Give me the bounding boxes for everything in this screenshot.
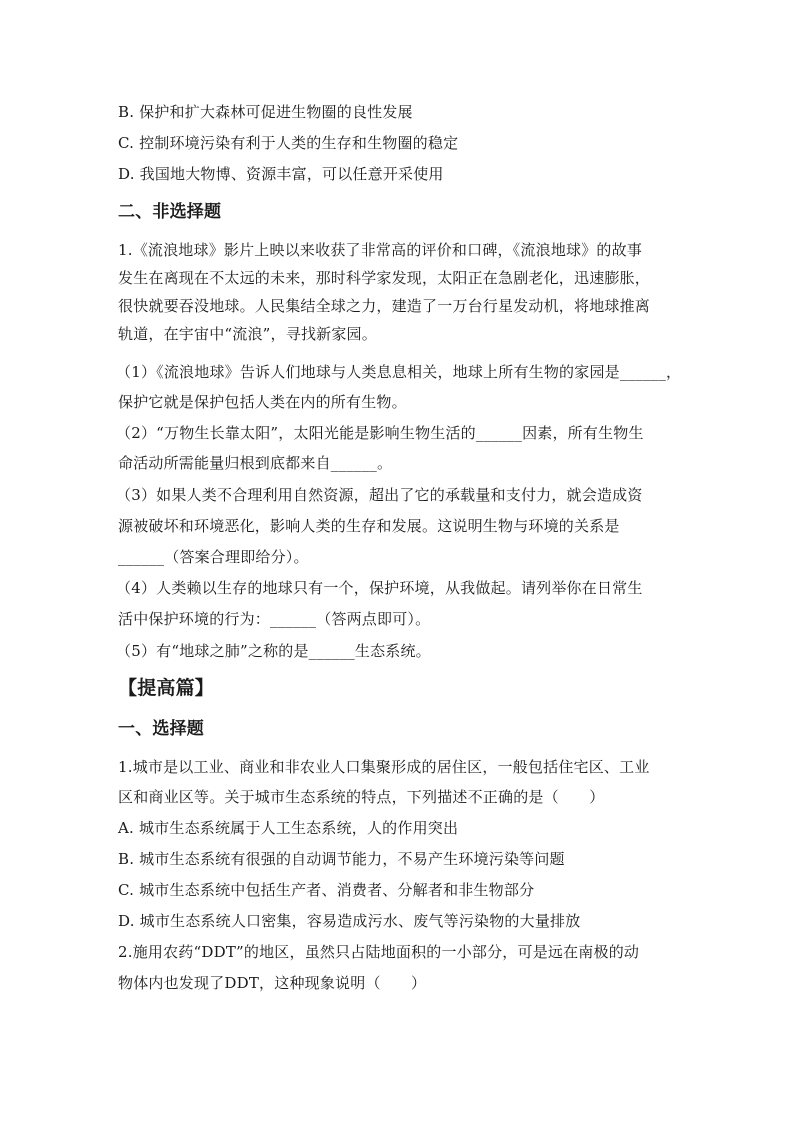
option-c-text: C. 控制环境污染有利于人类的生存和生物圈的稳定 bbox=[118, 134, 459, 152]
section-heading-non-choice: 二、非选择题 bbox=[118, 202, 222, 222]
question-1-option-a: A. 城市生态系统属于人工生态系统，人的作用突出 bbox=[118, 819, 459, 837]
sub-question-4-line: 活中保护环境的行为：______（答两点即可）。 bbox=[118, 610, 431, 628]
question-1-option-d: D. 城市生态系统人口密集，容易造成污水、废气等污染物的大量排放 bbox=[118, 912, 581, 930]
question-2-line: 物体内也发现了DDT，这种现象说明（ ） bbox=[118, 974, 427, 992]
question-paragraph-line: 轨道，在宇宙中“流浪”，寻找新家园。 bbox=[118, 325, 377, 343]
question-1-option-c: C. 城市生态系统中包括生产者、消费者、分解者和非生物部分 bbox=[118, 881, 535, 899]
sub-question-4-line: （4）人类赖以生存的地球只有一个，保护环境，从我做起。请列举你在日常生 bbox=[116, 579, 643, 597]
section-title-advanced: 【提高篇】 bbox=[118, 677, 215, 699]
sub-question-1-line: （1）《流浪地球》告诉人们地球与人类息息相关，地球上所有生物的家园是______， bbox=[116, 363, 682, 381]
section-heading-choice: 一、选择题 bbox=[118, 719, 204, 739]
question-paragraph-line: 1.《流浪地球》影片上映以来收获了非常高的评价和口碑，《流浪地球》的故事 bbox=[118, 241, 643, 259]
sub-question-3-line: 源被破坏和环境恶化，影响人类的生存和发展。这说明生物与环境的关系是 bbox=[118, 517, 620, 535]
question-2-line: 2.施用农药“DDT”的地区，虽然只占陆地面积的一小部分，可是远在南极的动 bbox=[118, 943, 640, 961]
sub-question-2-line: 命活动所需能量归根到底都来自______。 bbox=[118, 454, 393, 472]
sub-question-5-line: （5）有“地球之肺”之称的是______生态系统。 bbox=[116, 642, 431, 660]
sub-question-2-line: （2）“万物生长靠太阳”，太阳光能是影响生物生活的______因素，所有生物生 bbox=[116, 424, 644, 442]
question-paragraph-line: 很快就要吞没地球。人民集结全球之力，建造了一万台行星发动机，将地球推离 bbox=[118, 297, 651, 315]
option-d-text: D. 我国地大物博、资源丰富，可以任意开采使用 bbox=[118, 165, 444, 183]
question-1-line: 区和商业区等。关于城市生态系统的特点，下列描述不正确的是（ ） bbox=[118, 788, 605, 806]
sub-question-3-line: ______（答案合理即给分）。 bbox=[118, 548, 309, 566]
question-1-option-b: B. 城市生态系统有很强的自动调节能力，不易产生环境污染等问题 bbox=[118, 850, 565, 868]
option-b-text: B. 保护和扩大森林可促进生物圈的良性发展 bbox=[118, 103, 413, 121]
sub-question-3-line: （3）如果人类不合理利用自然资源，超出了它的承载量和支付力，就会造成资 bbox=[116, 486, 643, 504]
question-paragraph-line: 发生在离现在不太远的未来，那时科学家发现，太阳正在急剧老化，迅速膨胀， bbox=[118, 269, 651, 287]
question-1-line: 1.城市是以工业、商业和非农业人口集聚形成的居住区，一般包括住宅区、工业 bbox=[118, 758, 650, 776]
sub-question-1-line: 保护它就是保护包括人类在内的所有生物。 bbox=[118, 393, 407, 411]
